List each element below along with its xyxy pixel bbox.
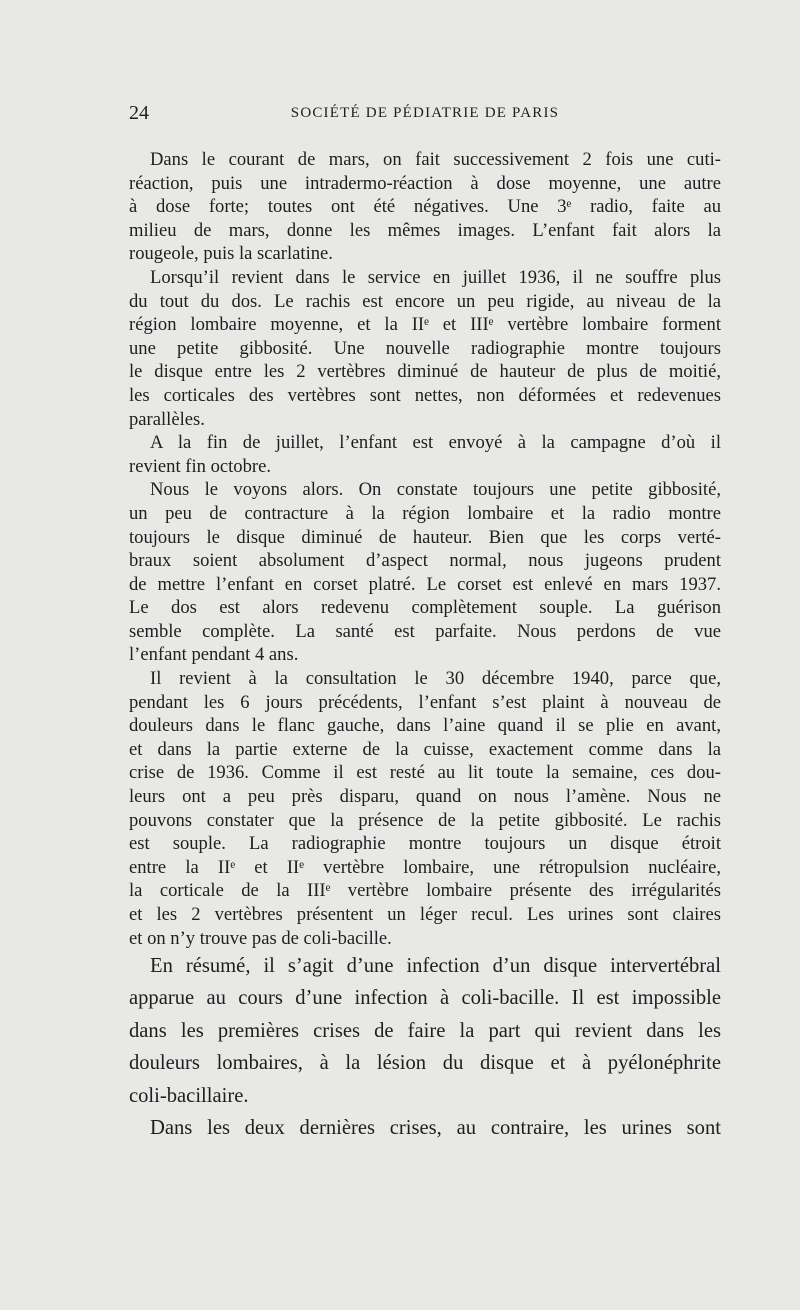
body-text-section-2 xyxy=(129,950,721,1144)
text-line: entre la IIᵉ et IIᵉ vertèbre lombaire, une rétropulsion nucléaire, xyxy=(129,856,721,878)
text-line: apparue au cours d’une infection à coli-bacille. Il est impossible xyxy=(129,987,721,1010)
text-line: braux soient absolument d’aspect normal, nous jugeons prudent xyxy=(129,550,721,572)
paragraph xyxy=(129,950,721,1112)
text-line: Dans les deux dernières crises, au contraire, les urines sont xyxy=(150,1116,721,1139)
text-line: à dose forte; toutes ont été négatives. Une 3ᵉ radio, faite au xyxy=(129,196,721,218)
text-line: et dans la partie externe de la cuisse, exactement comme dans la xyxy=(129,738,721,760)
text-line: crise de 1936. Comme il est resté au lit toute la semaine, ces dou- xyxy=(129,762,721,784)
text-line: et les 2 vertèbres présentent un léger recul. Les urines sont claires xyxy=(129,904,721,925)
text-line: milieu de mars, donne les mêmes images. L’enfant fait alors la xyxy=(129,219,721,241)
text-line: est souple. La radiographie montre toujours un disque étroit xyxy=(129,833,721,855)
body-text-section-1 xyxy=(129,148,721,950)
text-line: toujours le disque diminué de hauteur. Bien que les corps verté- xyxy=(129,526,721,548)
paragraph xyxy=(129,478,721,667)
paragraph xyxy=(129,667,721,950)
text-line: rougeole, puis la scarlatine. xyxy=(129,243,333,265)
text-line: pendant les 6 jours précédents, l’enfant s’est plaint à nouveau de xyxy=(129,691,721,713)
text-line: dans les premières crises de faire la part qui revient dans les xyxy=(129,1019,721,1042)
running-title: SOCIÉTÉ DE PÉDIATRIE DE PARIS xyxy=(290,105,560,121)
text-line: Dans le courant de mars, on fait successivement 2 fois une cuti- xyxy=(150,149,721,170)
text-line: du tout du dos. Le rachis est encore un peu rigide, au niveau de la xyxy=(129,290,721,312)
text-line: la corticale de la IIIᵉ vertèbre lombaire présente des irrégularités xyxy=(129,880,721,902)
text-line: Il revient à la consultation le 30 décembre 1940, parce que, xyxy=(150,668,721,690)
text-line: coli-bacillaire. xyxy=(129,1084,249,1107)
text-line: Lorsqu’il revient dans le service en juillet 1936, il ne souffre plus xyxy=(150,266,721,288)
text-line: un peu de contracture à la région lombaire et la radio montre xyxy=(129,502,721,524)
paragraph xyxy=(129,266,721,431)
page-header xyxy=(129,102,721,126)
text-line: Le dos est alors redevenu complètement souple. La guérison xyxy=(129,597,721,619)
text-line: A la fin de juillet, l’enfant est envoyé à la campagne d’où il xyxy=(150,432,721,454)
text-line: les corticales des vertèbres sont nettes, non déformées et redevenues xyxy=(129,384,721,406)
text-line: et on n’y trouve pas de coli-bacille. xyxy=(129,927,392,949)
text-line: une petite gibbosité. Une nouvelle radiographie montre toujours xyxy=(129,337,721,359)
text-line: région lombaire moyenne, et la IIᵉ et IIIᵉ vertèbre lombaire forment xyxy=(129,314,721,336)
paragraph xyxy=(129,148,721,266)
text-line: l’enfant pendant 4 ans. xyxy=(129,644,299,666)
text-line: leurs ont a peu près disparu, quand on nous l’amène. Nous ne xyxy=(129,786,721,808)
text-line: semble complète. La santé est parfaite. Nous perdons de vue xyxy=(129,620,721,642)
text-line: douleurs dans le flanc gauche, dans l’aine quand il se plie en avant, xyxy=(129,715,721,737)
text-line: douleurs lombaires, à la lésion du disque et à pyélonéphrite xyxy=(129,1052,721,1075)
text-line: réaction, puis une intradermo-réaction à dose moyenne, une autre xyxy=(129,172,721,194)
text-line: de mettre l’enfant en corset platré. Le corset est enlevé en mars 1937. xyxy=(129,573,721,595)
paragraph xyxy=(129,1112,721,1144)
paragraph xyxy=(129,431,721,478)
text-line: le disque entre les 2 vertèbres diminué de hauteur de plus de moitié, xyxy=(129,361,721,383)
text-line: Nous le voyons alors. On constate toujours une petite gibbosité, xyxy=(150,479,721,501)
page-number: 24 xyxy=(129,102,149,124)
text-line: pouvons constater que la présence de la petite gibbosité. Le rachis xyxy=(129,809,721,831)
text-line: En résumé, il s’agit d’une infection d’un disque intervertébral xyxy=(150,955,721,977)
text-line: parallèles. xyxy=(129,408,205,430)
text-line: revient fin octobre. xyxy=(129,455,271,477)
